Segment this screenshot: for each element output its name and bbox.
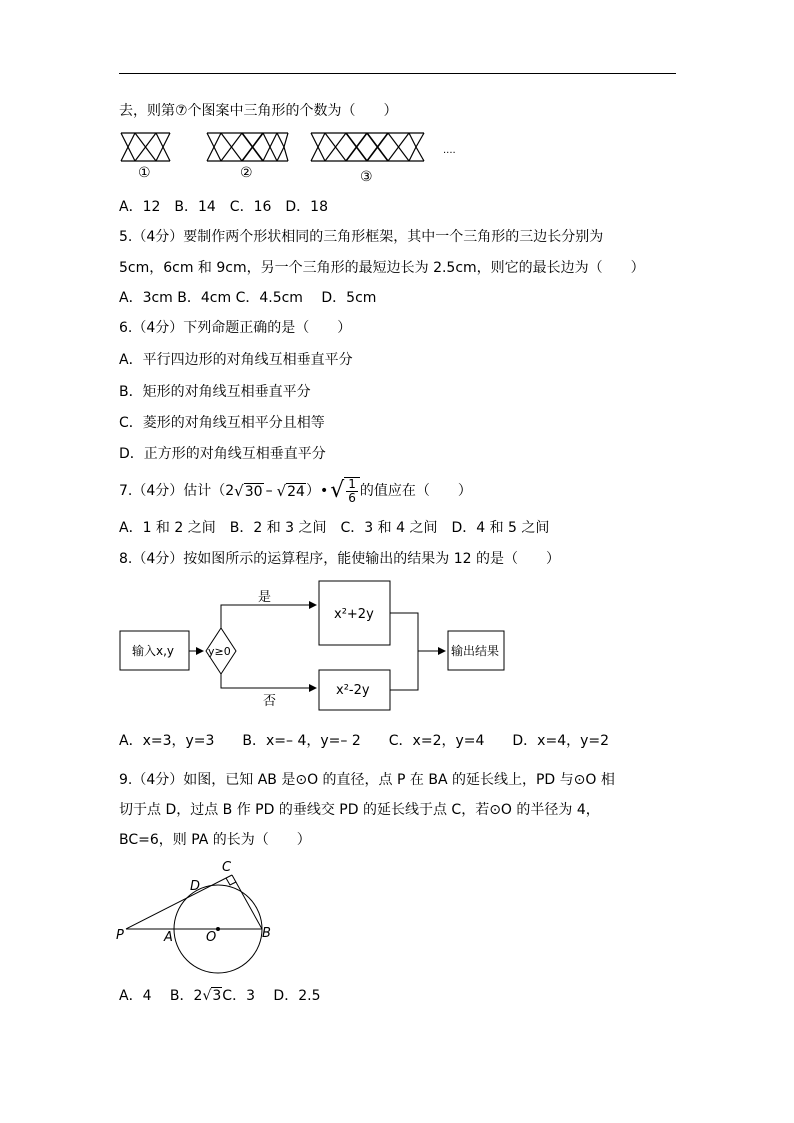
q6-option-d: D．正方形的对角线互相垂直平分 xyxy=(119,446,326,462)
point-o: O xyxy=(206,930,217,945)
q9-options-rest: C．3 D．2.5 xyxy=(222,988,321,1004)
center-dot xyxy=(216,927,220,931)
q8-stem: 8.（4分）按如图所示的运算程序，能使输出的结果为 12 的是（ ） xyxy=(119,551,560,567)
output-label: 输出结果 xyxy=(451,644,500,658)
fig-label-2: ② xyxy=(240,165,253,181)
header-rule xyxy=(119,73,676,74)
q6-option-b: B．矩形的对角线互相垂直平分 xyxy=(119,384,311,400)
q7-radicand-30: 30 xyxy=(244,483,263,500)
q7-frac-num: 1 xyxy=(348,477,356,491)
input-label: 输入x,y xyxy=(132,644,175,658)
q7-close: ）• xyxy=(305,483,329,499)
fig-ellipsis: .... xyxy=(443,145,456,156)
q5-stem-line1: 5.（4分）要制作两个形状相同的三角形框架，其中一个三角形的三边长分别为 xyxy=(119,229,604,245)
fig-label-3: ③ xyxy=(360,169,373,185)
q9-radicand: 3 xyxy=(212,988,222,1004)
q9-options-a: A．4 B．2 xyxy=(119,988,203,1004)
q5-options: A．3cm B．4cm C．4.5cm D．5cm xyxy=(119,290,377,306)
no-label: 否 xyxy=(263,694,277,709)
q5-stem-line2: 5cm，6cm 和 9cm，另一个三角形的最短边长为 2.5cm，则它的最长边为（ ） xyxy=(119,260,645,276)
q9-stem-line3: BC=6，则 PA 的长为（ ） xyxy=(119,832,311,848)
fig-label-1: ① xyxy=(138,165,151,181)
point-d: D xyxy=(190,879,201,894)
q7-sqrt-30: √30 xyxy=(234,481,263,500)
q7-options: A．1 和 2 之间 B．2 和 3 之间 C．3 和 4 之间 D．4 和 5 之间 xyxy=(119,520,550,536)
top-box-label: x²+2y xyxy=(334,607,374,622)
q4-triangle-figures xyxy=(118,128,468,186)
q7-frac-den: 6 xyxy=(348,491,356,505)
q7-minus: – xyxy=(265,483,273,499)
q6-option-a: A．平行四边形的对角线互相垂直平分 xyxy=(119,352,353,368)
q9-sqrt-3: √3 xyxy=(202,988,222,1004)
condition-label: y≥0 xyxy=(208,645,231,658)
q4-stem: 去，则第⑦个图案中三角形的个数为（ ） xyxy=(119,103,398,119)
point-c: C xyxy=(222,860,232,875)
q7-stem xyxy=(119,477,472,505)
q9-options xyxy=(119,986,320,1006)
q7-suffix: 的值应在（ ） xyxy=(359,483,472,499)
q7-sqrt-24: √24 xyxy=(276,481,305,500)
q9-circle-figure xyxy=(112,855,282,975)
q6-stem: 6.（4分）下列命题正确的是（ ） xyxy=(119,320,352,336)
q6-option-c: C．菱形的对角线互相平分且相等 xyxy=(119,415,325,431)
point-b: B xyxy=(262,926,271,941)
q7-sqrt-fraction: √ $\frac{1}{6}$ xyxy=(330,477,360,505)
bottom-box-label: x²-2y xyxy=(336,683,370,698)
point-a: A xyxy=(164,930,173,945)
yes-label: 是 xyxy=(258,590,272,605)
q8-flowchart xyxy=(118,578,508,713)
q4-options: A．12 B．14 C．16 D．18 xyxy=(119,199,328,215)
q7-prefix: 7.（4分）估计（2 xyxy=(119,483,235,499)
point-p: P xyxy=(116,928,124,943)
q8-options: A．x=3，y=3 B．x=– 4，y=– 2 C．x=2，y=4 D．x=4，y=2 xyxy=(119,733,610,749)
q9-stem-line2: 切于点 D，过点 B 作 PD 的垂线交 PD 的延长线于点 C，若⊙O 的半径为 4， xyxy=(119,802,600,818)
q9-stem-line1: 9.（4分）如图，已知 AB 是⊙O 的直径，点 P 在 BA 的延长线上，PD 与⊙O 相 xyxy=(119,772,615,788)
q7-radicand-24: 24 xyxy=(287,483,305,500)
